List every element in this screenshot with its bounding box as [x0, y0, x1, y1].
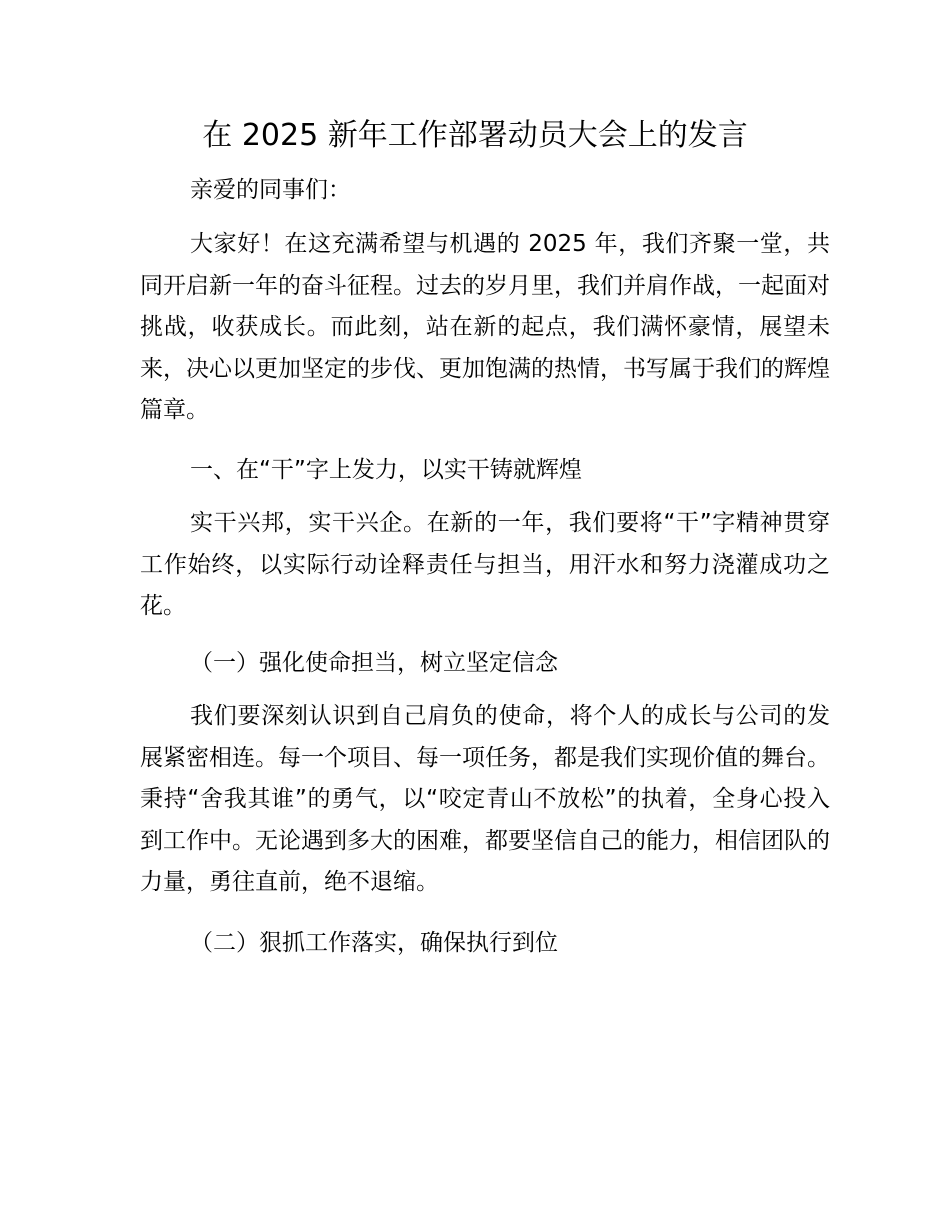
subsection-heading-1: （一）强化使命担当，树立坚定信念 — [190, 650, 558, 676]
section-heading-1: 一、在“干”字上发力，以实干铸就辉煌 — [190, 457, 582, 483]
greeting: 亲爱的同事们： — [190, 177, 351, 203]
document-title: 在 2025 新年工作部署动员大会上的发言 — [202, 118, 748, 153]
subsection-heading-2: （二）狠抓工作落实，确保执行到位 — [190, 930, 558, 956]
intro-paragraph: 大家好！在这充满希望与机遇的 2025 年，我们齐聚一堂，共同开启新一年的奋斗征程。过去的岁月里，我们并肩作战，一起面对挑战，收获成长。而此刻，站在新的起点，我们满怀豪情，展望未来，决心以更加坚定的步伐、更加饱满的热情，书写属于我们的辉煌篇章。 — [140, 231, 830, 424]
subsection-1-paragraph: 我们要深刻认识到自己肩负的使命，将个人的成长与公司的发展紧密相连。每一个项目、每一项任务，都是我们实现价值的舞台。秉持“舍我其谁”的勇气，以“咬定青山不放松”的执着，全身心投入到工作中。无论遇到多大的困难，都要坚信自己的能力，相信团队的力量，勇往直前，绝不退缩。 — [140, 703, 830, 896]
section-1-paragraph: 实干兴邦，实干兴企。在新的一年，我们要将“干”字精神贯穿工作始终，以实际行动诠释责任与担当，用汗水和努力浇灌成功之花。 — [140, 510, 830, 620]
